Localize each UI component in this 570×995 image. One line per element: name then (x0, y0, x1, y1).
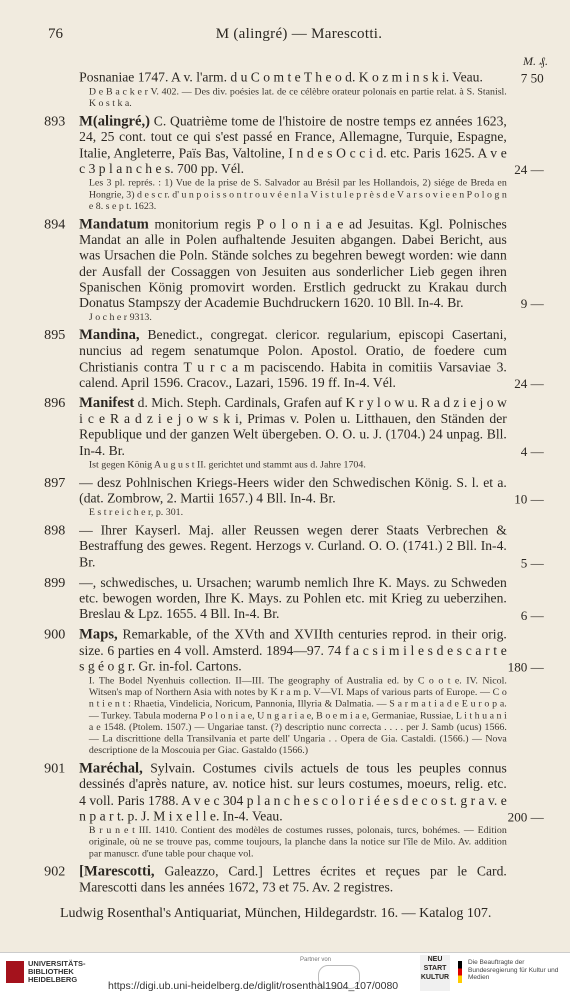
entry-text: Benedict., congregat. clericor. regularium, episcopi Casertani, nuncius ad regem senatumque Polon. Apostol. Oratio, de foedere cum Christianis contra T u r c a m paciscendo. Habita in comitiis Varsaviae 3. calend. April 1596. Cracov., Lazari, 1596. 19 ff. In-4. Vél. (79, 328, 507, 391)
entry-number: 900 (44, 627, 66, 643)
partner-label: Partner von (300, 957, 332, 963)
entry-price: 7 50 (520, 70, 544, 86)
entry-price: 9 — (520, 296, 544, 312)
entry-keyword: Maréchal, (79, 761, 143, 777)
catalog-entry (44, 216, 544, 324)
entry-text: Posnaniae 1747. A v. l'arm. d u C o m t e T h e o d. K o z m i n s k i. Veau. (79, 70, 483, 86)
entry-number: 895 (44, 327, 66, 344)
entry-text: — desz Pohlnischen Kriegs-Heers wider den Schwedischen König. S. l. et a. (dat. Zombrow, 2. Martii 1657.) 4 Bll. In-4. Br. (79, 476, 507, 507)
running-title: M (alingré) — Marescotti. (215, 26, 383, 42)
page-footer: Ludwig Rosenthal's Antiquariat, München, Hildegardstr. 16. — Katalog 107. (60, 906, 492, 921)
entry-number: 894 (44, 216, 66, 233)
entry-keyword: Mandatum (79, 216, 149, 233)
entry-price: 180 — (507, 660, 544, 675)
catalog-entry (44, 627, 544, 757)
entry-body (79, 396, 507, 460)
catalog-entry (44, 475, 544, 519)
entry-body (79, 761, 507, 825)
entry-note: Ist gegen König A u g u s t II. gerichtet und stammt aus d. Jahre 1704. (88, 459, 366, 471)
entry-price: 10 — (514, 491, 544, 507)
entry-keyword: Manifest (79, 395, 135, 412)
entry-note: I. The Bodel Nyenhuis collection. II—III. The geography of Australia ed. by C o o t e. IV. Nicol. Witsen's map of Northern Asia with notes by K r a m p. V—VI. Maps of various parts of Europe. — C o n t i e n t : Rhaetia, Vindelicia, Noricum, Pannonia, Illyria & Dalmatia. — S a r m a t i a d e E u r o p a. — Turkey. Tabula moderna P o l o n i a e, U n g a r i a e, B o e m i a e, Germaniae, Russiae, L i t h u a n i a e 1548. (Ptolem. 1507.) — Ungariae tanst. (?) descriptio nunc correcta . . . . per J. Samb (ucus) 1566. — La discrittione della Transilvania et parte dell' Ungaria . . Opera de Gia. Castaldi. (1566.) — Nova descriptione de la Moscouia per Giac. Gastaldo (1566.) (88, 675, 507, 757)
price-column-head: M. ₰. (523, 54, 548, 68)
entry-price: 24 — (514, 162, 544, 178)
catalog-entry (44, 327, 544, 392)
entry-price: 5 — (520, 556, 544, 571)
entry-note: D e B a c k e r V. 402. — Des div. poésies lat. de ce célèbre orateur polonais en partie relat. à S. Stanisl. K o s t k a. (88, 86, 507, 110)
entry-text: monitorium regis P o l o n i a e ad Jesuitas. Kgl. Polnisches Mandat an alle in Polen aufhaltende Jesuiten abgangen. Dabei Bericht, aus was Ursachen die Poln. Stände solches zu begehren bewegt worden: wie dann der Ausfall der Cossaggen von Jesuiten aus sonderlicher Lieb gegen ihren Spanischen König promovirt worden. Erstlich gedruckt zu Krakau durch Donatus Stampszy der Academie Buchdruckern 1620. 10 Bll. In-4. Br. (79, 217, 507, 312)
bkm-label: Die Beauftragte der Bundesregierung für Kultur und Medien (468, 959, 559, 981)
catalog-entry (44, 575, 544, 623)
entry-note: J o c h e r 9313. (88, 312, 152, 323)
library-seal-icon (6, 961, 24, 983)
catalog-entry (44, 113, 544, 213)
page-url[interactable]: https://digi.ub.uni-heidelberg.de/diglit/rosenthal1904_107/0080 (108, 980, 399, 992)
entry-number: 897 (44, 475, 66, 491)
entry-note: Les 3 pl. représ. : 1) Vue de la prise de S. Salvador au Brésil par les Hollandois, 2) siége de Breda en Hongrie, 3) d e s c r. d' u n p o i s s o n t r o u v é e n l a V i s t u l e p r è s d e V a r s o v i e e n P o l o g n e 8. s e p t. 1623. (88, 177, 507, 212)
entry-note: B r u n e t III. 1410. Contient des modèles de costumes russes, polonais, turcs, bohémes. — Edition originale, où ne se trouve pas, comme toujours, la planche dans la notice sur l'île de Milo. Av. addition par manuscr. d'une table pour chaque vol. (88, 825, 507, 860)
entry-body (79, 70, 507, 87)
entry-body (79, 217, 507, 312)
entry-keyword: M(alingré,) (79, 113, 150, 130)
entry-price: 200 — (507, 809, 544, 825)
entry-number: 901 (44, 761, 66, 777)
entry-number: 902 (44, 863, 66, 880)
catalog-entry (44, 395, 544, 472)
entry-keyword: Mandina, (79, 327, 140, 344)
german-flag-icon (458, 961, 462, 983)
catalog-entry (50, 70, 544, 110)
entry-text: d. Mich. Steph. Cardinals, Grafen auf K r y l o w u. R a d z i e j o w i c e R a d z i e j o w s k i, Primas v. Polen u. Litthauen, den Ständen der Republique und der ganzen Welt übergeben. O. O. u. J. (1704.) 24 unpag. Bll. In-4. Br. (79, 396, 507, 459)
entry-text: Sylvain. Costumes civils actuels de tous les peuples connus dessinés d'après nature, av. notice hist. sur leurs costumes, moeurs, relig. etc. 4 voll. Paris 1788. A v e c 304 p l a n c h e s c o l o r i é e s d e c o s t. g r a v. e n p a r t. p. J. M i x e l l e. In-4. Veau. (79, 762, 507, 824)
neustart-label: NEU START KULTUR (420, 956, 450, 981)
entry-text: Remarkable, of the XVth and XVIIth centuries reprod. in their orig. size. 6 parties en 4 voll. Amsterd. 1894—97. 74 f a c s i m i l e s d e s c a r t e s g é o g r. Gr. in-fol. Cartons. (79, 628, 507, 675)
entry-text: —, schwedisches, u. Ursachen; warumb nemlich Ihre K. Mays. zu Schweden etc. bewogen worden, Ihre K. Mays. zu Pohlen etc. mit Krieg zu ueberzihen. Breslau & Lpz. 1655. 4 Bll. In-4. Br. (79, 576, 507, 623)
library-name: UNIVERSITÄTS-BIBLIOTHEK HEIDELBERG (28, 959, 86, 985)
entry-keyword: [Marescotti, (79, 863, 155, 880)
entry-number: 896 (44, 395, 66, 412)
entry-body (79, 523, 507, 571)
entry-text: — Ihrer Kayserl. Maj. aller Reussen wegen derer Staats Verbrechen & Bestraffung des gewes. Regent. Herzogs v. Curland. O. O. (1741.) 2 Bll. In-4. Br. (79, 524, 507, 571)
catalog-entry (44, 523, 544, 571)
entry-body (79, 114, 507, 178)
viewer-footer-bar (0, 952, 570, 995)
catalog-entries (44, 70, 544, 900)
entry-keyword: Maps, (79, 627, 118, 643)
entry-number: 898 (44, 523, 66, 539)
entry-body (79, 864, 507, 896)
page-number: 76 (48, 26, 63, 42)
entry-text: C. Quatrième tome de l'histoire de nostre temps ez années 1623, 24, 25 cont. tout ce qui s'est passé en France, Allemagne, Turquie, Espagne, Italie, Angleterre, Païs Bas, Valtoline, I n d e s O c c i d. etc. Paris 1625. A v e c 3 p l a n c h e s. 700 pp. Vél. (79, 114, 507, 177)
entry-body (79, 575, 507, 623)
entry-price: 4 — (520, 444, 544, 459)
entry-number: 893 (44, 113, 66, 130)
entry-price: 24 — (514, 376, 544, 391)
entry-number: 899 (44, 575, 66, 591)
catalog-entry (44, 863, 507, 896)
entry-body (79, 475, 507, 507)
entry-body (79, 328, 507, 392)
entry-price: 6 — (520, 608, 544, 623)
bkm-logo[interactable] (458, 959, 564, 989)
neustart-logo[interactable] (420, 955, 450, 991)
catalog-entry (44, 761, 544, 860)
page-header (48, 26, 550, 48)
entry-note: E s t r e i c h e r, p. 301. (88, 507, 184, 519)
entry-body (79, 627, 507, 675)
entry-text: Galeazzo, Card.] Lettres écrites et reçues par le Card. Marescotti dans les années 1672, 73 et 75. Av. 2 registres. (79, 864, 507, 896)
library-logo[interactable] (6, 959, 102, 991)
